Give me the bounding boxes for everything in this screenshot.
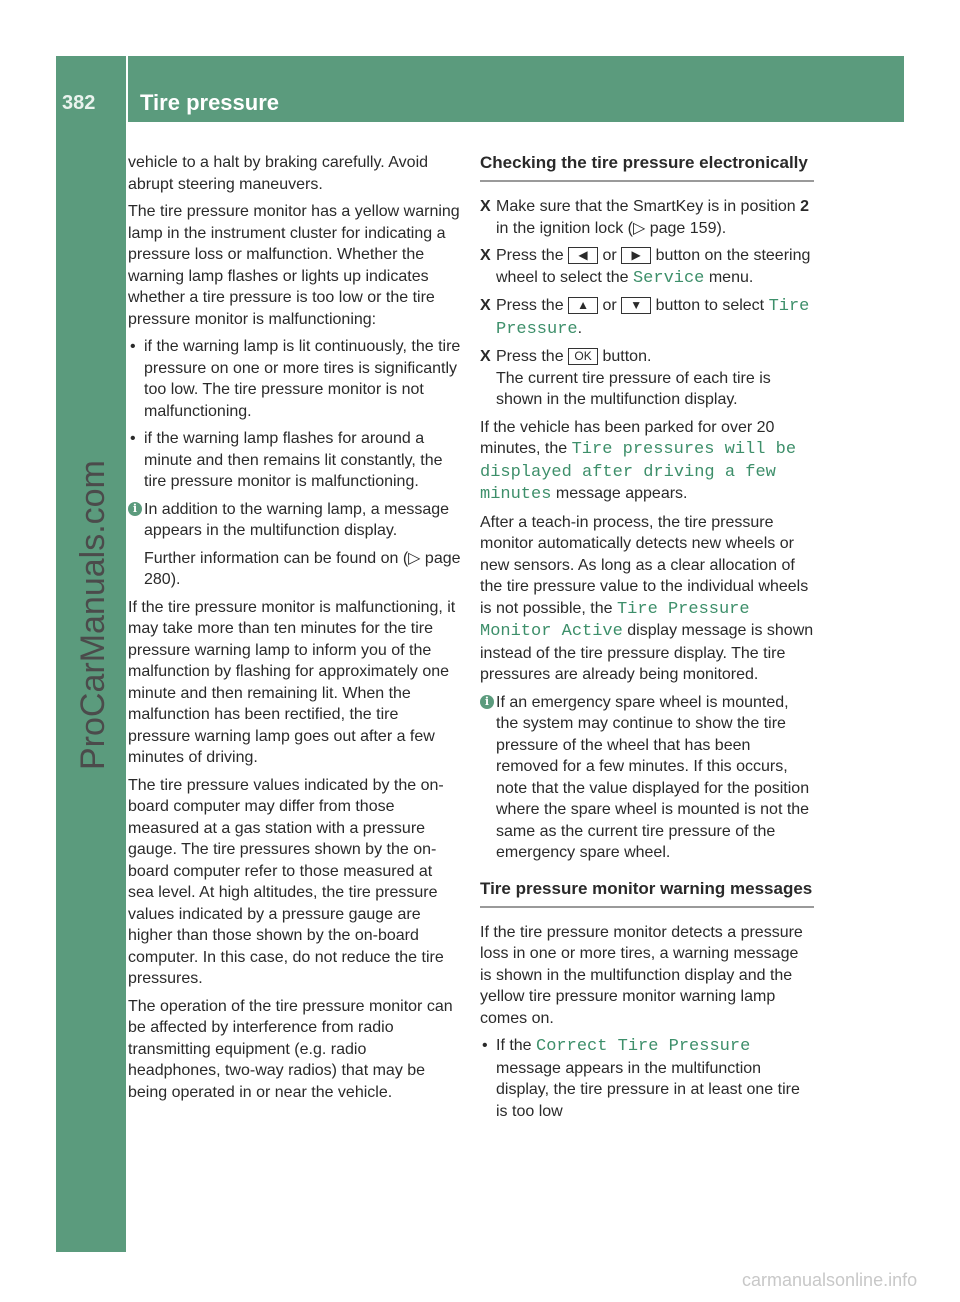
paragraph: The tire pressure values indicated by the on-board computer may differ from those measured at a gas station with a pressure gauge. The tire pressures shown by the on-board computer refer to those measured at sea level. At high altitudes, the tire pressure values indicated by a pressure gauge are higher than those shown by the on-board computer. In this case, do not reduce the tire pressures.: [128, 776, 444, 987]
instruction-step: X Press the ▲ or ▼ button to select Tire Pressure.: [480, 297, 810, 339]
step-arrow-icon: X: [480, 348, 491, 365]
info-icon: i: [128, 502, 142, 516]
page-ref-icon: ▷: [632, 219, 646, 237]
step-result: The current tire pressure of each tire is shown in the multifunction display.: [496, 369, 771, 408]
info-text: Further information can be found on (▷ page 280).: [144, 549, 461, 588]
page-reference[interactable]: page 159: [649, 219, 717, 237]
bullet-icon: •: [482, 1037, 488, 1054]
header-divider: [126, 56, 128, 122]
paragraph: If the tire pressure monitor detects a pressure loss in one or more tires, a warning message is shown in the multifunction display and the yellow tire pressure monitor warning lamp comes on.: [480, 923, 803, 1027]
left-arrow-key-icon: ◀: [568, 247, 598, 264]
paragraph: The operation of the tire pressure monitor can be affected by interference from radio transmitting equipment (e.g. radio headphones, two-way radios) that may be being operated in or near the vehicle.: [128, 997, 453, 1101]
bullet-icon: •: [130, 430, 136, 447]
page-reference[interactable]: page 280: [144, 549, 461, 588]
paragraph: vehicle to a halt by braking carefully. Avoid abrupt steering maneuvers.: [128, 154, 429, 193]
paragraph: After a teach-in process, the tire pressure monitor automatically detects new wheels or new sensors. As long as a clear allocation of the tire pressure value to the individual wheels is not possible, the Tire Pressure Monitor Active display message is shown instead of the tire pressure display. The tire pressures are already being monitored.: [480, 513, 814, 683]
instruction-step: X Press the OK button. The current tire pressure of each tire is shown in the multifunction display.: [480, 346, 814, 411]
info-text: In addition to the warning lamp, a message appears in the multifunction display.: [144, 500, 450, 539]
info-note: [128, 499, 462, 591]
left-column: [128, 152, 462, 1109]
paragraph: If the tire pressure monitor is malfunctioning, it may take more than ten minutes for the tire pressure warning lamp to inform you of the malfunction by flashing for approximately one minute and then remaining lit. When the malfunction has been rectified, the tire pressure warning lamp goes out after a few minutes of driving.: [128, 598, 456, 766]
info-icon: i: [480, 695, 494, 709]
list-item: [128, 336, 462, 422]
section-heading: Checking the tire pressure electronically: [480, 152, 814, 182]
bullet-icon: •: [130, 338, 136, 355]
section-heading: Tire pressure monitor warning messages: [480, 878, 814, 908]
list-item-text: if the warning lamp flashes for around a minute and then remains lit constantly, the tire pressure monitor is malfunctioning.: [144, 430, 443, 490]
paragraph: If the vehicle has been parked for over 20 minutes, the Tire pressures will be displayed after driving a few minutes message appears.: [480, 418, 797, 504]
list-item: • If the Correct Tire Pressure message appears in the multifunction display, the tire pressure in at least one tire is too low: [482, 1037, 800, 1120]
paragraph: The tire pressure monitor has a yellow warning lamp in the instrument cluster for indicating a pressure loss or malfunction. Whether the warning lamp flashes or lights up indicates whether a tire pressure is too low or the tire pressure monitor is malfunctioning:: [128, 203, 460, 328]
display-text: Tire Pressure: [496, 297, 810, 339]
footer-watermark: carmanualsonline.info: [742, 1270, 918, 1290]
ok-key-icon: OK: [568, 348, 598, 365]
info-text: If an emergency spare wheel is mounted, the system may continue to show the tire pressure of the wheel that has been removed for a few minutes. If this occurs, note that the value displayed for the position where the spare wheel is mounted is not the same as the current tire pressure of the emergency spare wheel.: [496, 693, 810, 861]
right-column: [480, 152, 814, 1128]
page-number: 382: [62, 92, 96, 114]
page-ref-icon: ▷: [408, 549, 421, 567]
list-item: [128, 428, 462, 493]
instruction-step: X Make sure that the SmartKey is in position 2 in the ignition lock (▷ page 159).: [480, 198, 810, 237]
page-title: Tire pressure: [140, 90, 280, 115]
display-text: Correct Tire Pressure: [536, 1037, 751, 1056]
side-watermark: ProCarManuals.com: [74, 460, 112, 770]
step-arrow-icon: X: [480, 247, 491, 264]
up-arrow-key-icon: ▲: [568, 297, 598, 314]
display-text: Tire pressures will be displayed after driving a few minutes: [480, 440, 797, 504]
info-note: [480, 692, 814, 864]
step-arrow-icon: X: [480, 198, 491, 215]
instruction-step: X Press the ◀ or ▶ button on the steering wheel to select the Service menu.: [480, 247, 811, 288]
right-arrow-key-icon: ▶: [621, 247, 651, 264]
display-text: Tire Pressure Monitor Active: [480, 599, 750, 641]
down-arrow-key-icon: ▼: [621, 297, 651, 314]
display-text: Service: [632, 268, 705, 288]
step-arrow-icon: X: [480, 297, 491, 314]
list-item-text: if the warning lamp is lit continuously, the tire pressure on one or more tires is significantly too low. The tire pressure monitor is not malfunctioning.: [144, 338, 461, 420]
